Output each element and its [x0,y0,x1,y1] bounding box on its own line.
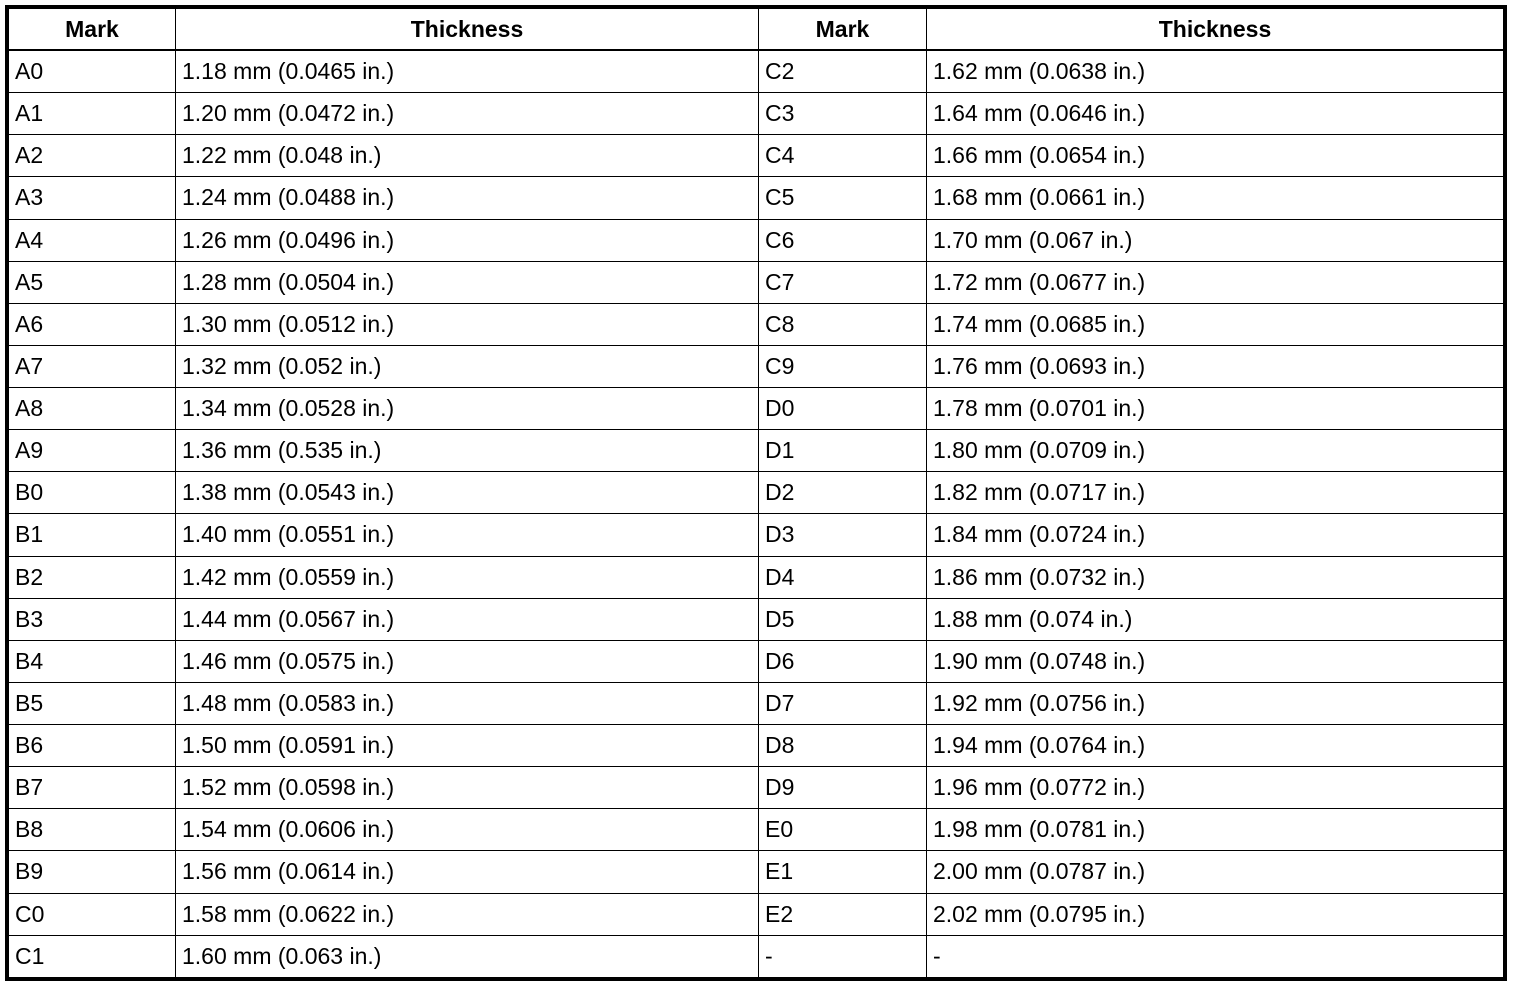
table-row [9,261,1504,303]
cell-mark-left: B2 [9,556,176,598]
table-row [9,893,1504,935]
cell-mark-right: C6 [759,219,927,261]
cell-mark-left: A2 [9,135,176,177]
cell-mark-right: D2 [759,472,927,514]
cell-thickness-left: 1.22 mm (0.048 in.) [176,135,759,177]
table-row [9,725,1504,767]
cell-mark-right: E0 [759,809,927,851]
header-thickness-left: Thickness [176,9,759,51]
cell-thickness-right: 1.88 mm (0.074 in.) [927,598,1504,640]
cell-mark-right: D5 [759,598,927,640]
cell-mark-left: A9 [9,430,176,472]
header-mark-right: Mark [759,9,927,51]
cell-mark-left: C1 [9,935,176,977]
cell-thickness-left: 1.48 mm (0.0583 in.) [176,682,759,724]
cell-mark-left: A6 [9,303,176,345]
header-row [9,9,1504,51]
cell-thickness-right: 1.86 mm (0.0732 in.) [927,556,1504,598]
table-row [9,303,1504,345]
cell-thickness-left: 1.52 mm (0.0598 in.) [176,767,759,809]
cell-mark-left: A8 [9,388,176,430]
cell-thickness-right: 1.98 mm (0.0781 in.) [927,809,1504,851]
cell-thickness-right: 1.70 mm (0.067 in.) [927,219,1504,261]
header-thickness-right: Thickness [927,9,1504,51]
cell-mark-left: B5 [9,682,176,724]
cell-thickness-right: 1.94 mm (0.0764 in.) [927,725,1504,767]
cell-thickness-left: 1.42 mm (0.0559 in.) [176,556,759,598]
cell-thickness-right: 1.80 mm (0.0709 in.) [927,430,1504,472]
cell-thickness-left: 1.24 mm (0.0488 in.) [176,177,759,219]
cell-thickness-right: 1.78 mm (0.0701 in.) [927,388,1504,430]
cell-thickness-left: 1.30 mm (0.0512 in.) [176,303,759,345]
cell-thickness-left: 1.20 mm (0.0472 in.) [176,93,759,135]
cell-thickness-left: 1.60 mm (0.063 in.) [176,935,759,977]
cell-mark-right: D4 [759,556,927,598]
table-row [9,809,1504,851]
cell-mark-right: C3 [759,93,927,135]
table-row [9,50,1504,93]
cell-mark-right: D8 [759,725,927,767]
cell-mark-left: A4 [9,219,176,261]
table-row [9,93,1504,135]
table-row [9,135,1504,177]
table-row [9,640,1504,682]
thickness-table-container [5,5,1507,981]
cell-thickness-left: 1.34 mm (0.0528 in.) [176,388,759,430]
table-row [9,851,1504,893]
cell-thickness-right: 1.92 mm (0.0756 in.) [927,682,1504,724]
table-row [9,472,1504,514]
thickness-table [8,8,1504,978]
cell-mark-right: C8 [759,303,927,345]
cell-thickness-left: 1.18 mm (0.0465 in.) [176,50,759,93]
cell-mark-right: C5 [759,177,927,219]
cell-mark-right: D6 [759,640,927,682]
cell-thickness-right: 1.66 mm (0.0654 in.) [927,135,1504,177]
cell-thickness-right: 1.68 mm (0.0661 in.) [927,177,1504,219]
table-row [9,345,1504,387]
cell-mark-left: C0 [9,893,176,935]
table-row [9,767,1504,809]
cell-mark-right: C2 [759,50,927,93]
cell-mark-left: B1 [9,514,176,556]
cell-thickness-left: 1.32 mm (0.052 in.) [176,345,759,387]
cell-thickness-right: 1.90 mm (0.0748 in.) [927,640,1504,682]
cell-mark-left: A5 [9,261,176,303]
cell-thickness-left: 1.58 mm (0.0622 in.) [176,893,759,935]
cell-thickness-left: 1.36 mm (0.535 in.) [176,430,759,472]
cell-thickness-left: 1.40 mm (0.0551 in.) [176,514,759,556]
cell-thickness-right: 1.96 mm (0.0772 in.) [927,767,1504,809]
cell-thickness-right: 1.62 mm (0.0638 in.) [927,50,1504,93]
cell-thickness-left: 1.44 mm (0.0567 in.) [176,598,759,640]
cell-thickness-right: 1.84 mm (0.0724 in.) [927,514,1504,556]
cell-mark-right: C4 [759,135,927,177]
table-row [9,935,1504,977]
cell-thickness-left: 1.28 mm (0.0504 in.) [176,261,759,303]
cell-mark-right: D9 [759,767,927,809]
cell-mark-left: A3 [9,177,176,219]
cell-mark-right: D7 [759,682,927,724]
table-row [9,598,1504,640]
cell-thickness-left: 1.38 mm (0.0543 in.) [176,472,759,514]
cell-mark-right: E1 [759,851,927,893]
cell-mark-left: B6 [9,725,176,767]
cell-thickness-right: 1.76 mm (0.0693 in.) [927,345,1504,387]
cell-mark-left: B3 [9,598,176,640]
table-row [9,682,1504,724]
cell-thickness-left: 1.50 mm (0.0591 in.) [176,725,759,767]
cell-mark-right: D3 [759,514,927,556]
cell-thickness-left: 1.26 mm (0.0496 in.) [176,219,759,261]
table-row [9,219,1504,261]
cell-mark-left: B0 [9,472,176,514]
table-row [9,177,1504,219]
cell-mark-right: D0 [759,388,927,430]
header-mark-left: Mark [9,9,176,51]
cell-thickness-right: - [927,935,1504,977]
table-row [9,430,1504,472]
cell-thickness-left: 1.54 mm (0.0606 in.) [176,809,759,851]
table-header [9,9,1504,51]
cell-thickness-left: 1.56 mm (0.0614 in.) [176,851,759,893]
cell-mark-left: A0 [9,50,176,93]
cell-thickness-right: 1.82 mm (0.0717 in.) [927,472,1504,514]
cell-mark-right: C9 [759,345,927,387]
cell-mark-right: C7 [759,261,927,303]
table-row [9,514,1504,556]
cell-mark-left: B4 [9,640,176,682]
cell-thickness-right: 1.74 mm (0.0685 in.) [927,303,1504,345]
cell-thickness-right: 2.02 mm (0.0795 in.) [927,893,1504,935]
cell-mark-right: D1 [759,430,927,472]
cell-mark-left: B8 [9,809,176,851]
table-row [9,556,1504,598]
cell-thickness-right: 2.00 mm (0.0787 in.) [927,851,1504,893]
cell-mark-left: A7 [9,345,176,387]
cell-mark-left: B9 [9,851,176,893]
cell-mark-right: E2 [759,893,927,935]
cell-thickness-left: 1.46 mm (0.0575 in.) [176,640,759,682]
table-row [9,388,1504,430]
cell-thickness-right: 1.72 mm (0.0677 in.) [927,261,1504,303]
cell-mark-left: A1 [9,93,176,135]
cell-mark-right: - [759,935,927,977]
cell-thickness-right: 1.64 mm (0.0646 in.) [927,93,1504,135]
cell-mark-left: B7 [9,767,176,809]
table-body [9,50,1504,978]
